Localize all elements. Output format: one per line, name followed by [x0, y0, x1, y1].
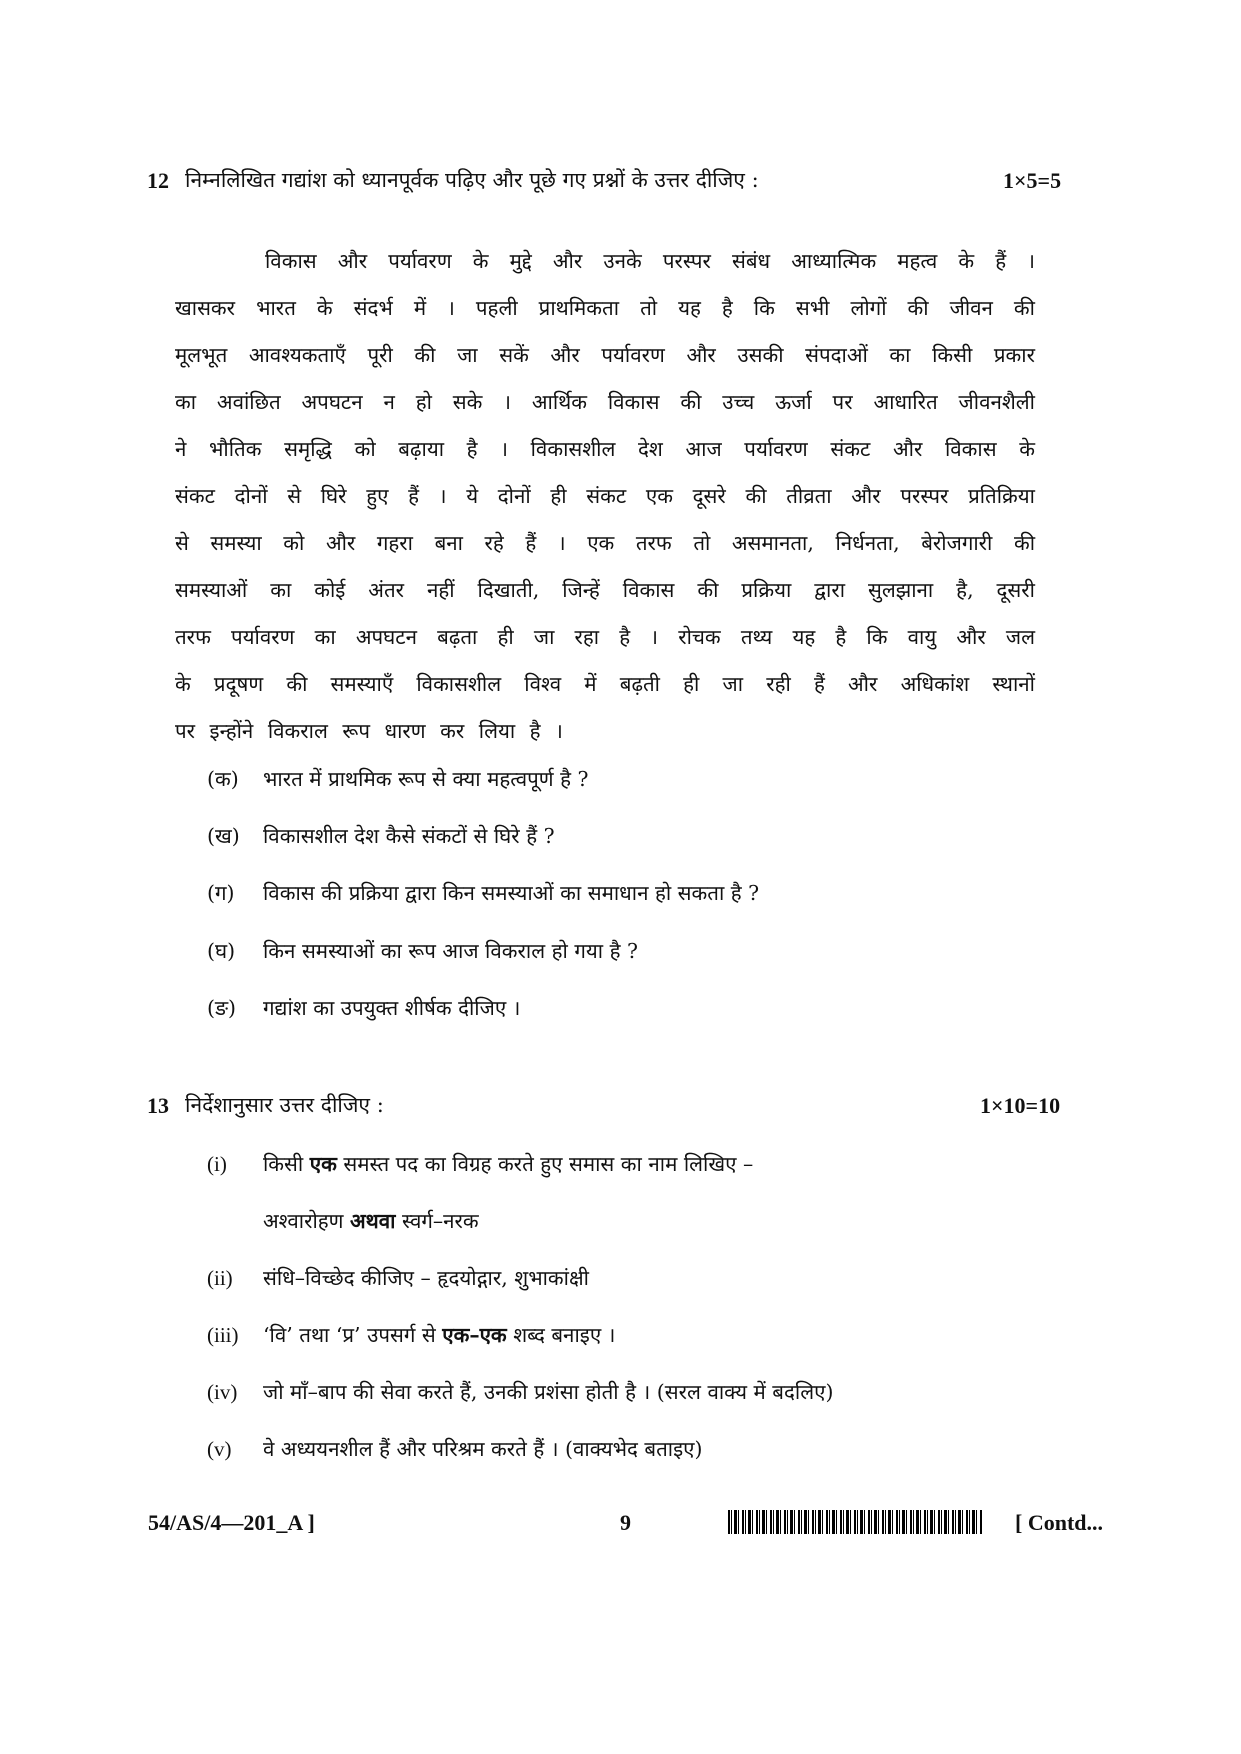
sub-question-label: (घ): [207, 939, 236, 963]
question-12-sub-gha: [207, 937, 638, 965]
passage-line: मूलभूत आवश्यकताएँ पूरी की जा सकें और पर्यावरण और उसकी संपदाओं का किसी प्रकार: [175, 343, 1035, 367]
sub-question-label: (ख): [207, 824, 240, 848]
question-13-marks: 1×10=10: [980, 1093, 1061, 1118]
page-number: 9: [620, 1510, 631, 1535]
item-label: (iii): [207, 1323, 239, 1347]
item-text: जो माँ–बाप की सेवा करते हैं, उनकी प्रशंसा होती है । (सरल वाक्य में बदलिए): [263, 1380, 834, 1404]
sub-question-text: भारत में प्राथमिक रूप से क्या महत्वपूर्ण है ?: [263, 767, 589, 791]
sub-question-label: (ङ): [207, 996, 237, 1020]
sub-question-label: (ग): [207, 881, 235, 905]
passage-line: विकास और पर्यावरण के मुद्दे और उनके परस्पर संबंध आध्यात्मिक महत्व के हैं ।: [265, 249, 1035, 273]
item-label: (ii): [207, 1266, 233, 1290]
sub-question-text: किन समस्याओं का रूप आज विकराल हो गया है ?: [263, 939, 638, 963]
item-text: संधि–विच्छेद कीजिए – हृदयोद्गार, शुभाकांक्षी: [263, 1266, 589, 1290]
passage-line: का अवांछित अपघटन न हो सके । आर्थिक विकास की उच्च ऊर्जा पर आधारित जीवनशैली: [175, 390, 1035, 414]
item-label: (i): [207, 1152, 227, 1176]
question-12-number: 12: [147, 168, 169, 193]
question-13-item-iv: [207, 1378, 833, 1406]
passage-line: ने भौतिक समृद्धि को बढ़ाया है । विकासशील देश आज पर्यावरण संकट और विकास के: [175, 437, 1035, 461]
question-13-instruction: निर्देशानुसार उत्तर दीजिए :: [185, 1093, 384, 1117]
sub-question-text: विकासशील देश कैसे संकटों से घिरे हैं ?: [263, 824, 555, 848]
sub-question-text: गद्यांश का उपयुक्त शीर्षक दीजिए ।: [263, 996, 521, 1020]
question-13-item-i-options: अश्वारोहण अथवा स्वर्ग–नरक: [263, 1209, 479, 1233]
barcode-icon: [728, 1510, 983, 1534]
passage-line: खासकर भारत के संदर्भ में । पहली प्राथमिकता तो यह है कि सभी लोगों की जीवन की: [175, 296, 1035, 320]
passage-line: पर इन्होंने विकराल रूप धारण कर लिया है ।: [175, 719, 563, 743]
passage-line: समस्याओं का कोई अंतर नहीं दिखाती, जिन्हें विकास की प्रक्रिया द्वारा सुलझाना है, दूसरी: [175, 578, 1035, 602]
item-text: किसी एक समस्त पद का विग्रह करते हुए समास का नाम लिखिए –: [263, 1152, 754, 1176]
continued-label: [ Contd...: [1015, 1510, 1104, 1535]
item-text: वे अध्ययनशील हैं और परिश्रम करते हैं । (वाक्यभेद बताइए): [263, 1437, 703, 1461]
question-12-sub-nga: [207, 994, 520, 1022]
passage: [175, 238, 1035, 755]
sub-question-label: (क): [207, 767, 239, 791]
question-12-sub-kha: [207, 822, 555, 850]
item-text: ‘वि’ तथा ‘प्र’ उपसर्ग से एक–एक शब्द बनाइए ।: [263, 1323, 616, 1347]
item-label: (v): [207, 1437, 232, 1461]
paper-code: 54/AS/4—201_A ]: [148, 1510, 315, 1535]
question-12-sub-ga: [207, 879, 759, 907]
item-label: (iv): [207, 1380, 238, 1404]
question-13-number: 13: [147, 1093, 169, 1118]
passage-line: तरफ पर्यावरण का अपघटन बढ़ता ही जा रहा है । रोचक तथ्य यह है कि वायु और जल: [175, 625, 1035, 649]
question-13-item-i: [207, 1150, 753, 1178]
passage-line: संकट दोनों से घिरे हुए हैं । ये दोनों ही संकट एक दूसरे की तीव्रता और परस्पर प्रतिक्रिया: [175, 484, 1035, 508]
sub-question-text: विकास की प्रक्रिया द्वारा किन समस्याओं का समाधान हो सकता है ?: [263, 881, 760, 905]
question-12-instruction: निम्नलिखित गद्यांश को ध्यानपूर्वक पढ़िए और पूछे गए प्रश्नों के उत्तर दीजिए :: [185, 168, 759, 192]
question-12-marks: 1×5=5: [1003, 168, 1062, 193]
passage-line: से समस्या को और गहरा बना रहे हैं । एक तरफ तो असमानता, निर्धनता, बेरोजगारी की: [175, 531, 1035, 555]
question-13-item-v: [207, 1435, 703, 1463]
question-13-item-ii: [207, 1264, 589, 1292]
passage-line: के प्रदूषण की समस्याएँ विकासशील विश्व में बढ़ती ही जा रही हैं और अधिकांश स्थानों: [175, 672, 1035, 696]
question-13-item-iii: [207, 1321, 615, 1349]
question-12-sub-ka: [207, 765, 588, 793]
